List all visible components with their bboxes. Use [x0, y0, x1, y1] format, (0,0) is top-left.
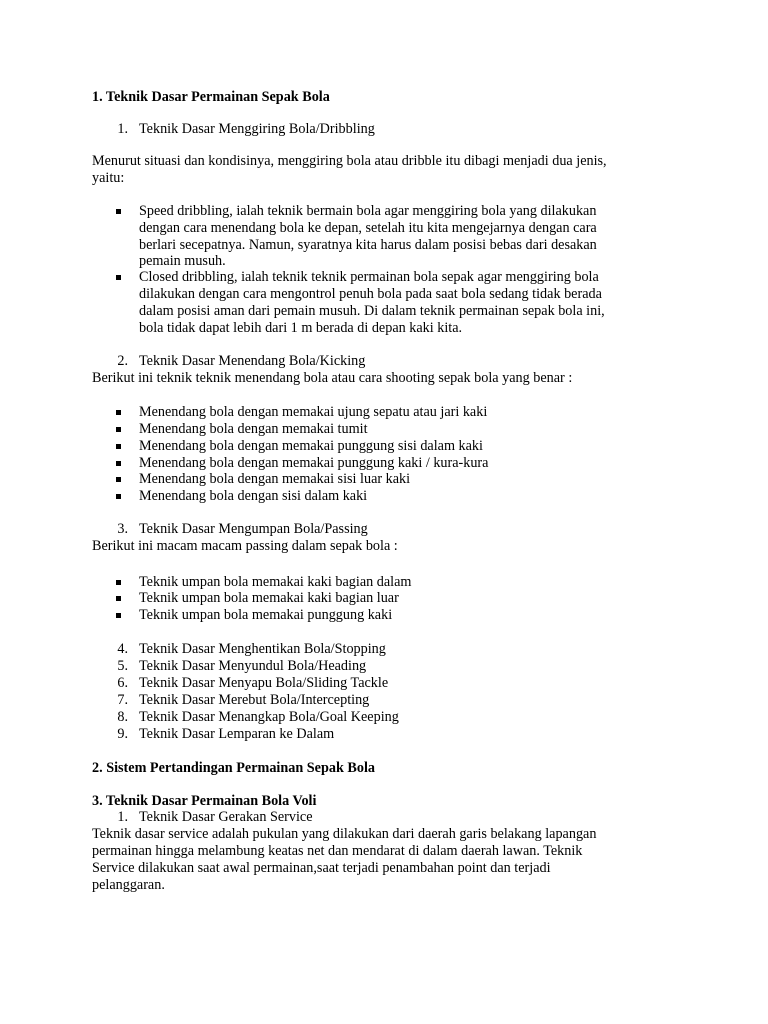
bullet-line: Teknik umpan bola memakai kaki bagian luar: [139, 590, 399, 606]
subsection-title: Teknik Dasar Menendang Bola/Kicking: [139, 353, 366, 369]
list-number: 9.: [117, 726, 128, 742]
subsection-title: Teknik Dasar Gerakan Service: [139, 809, 313, 825]
subsection-title: Teknik Dasar Menggiring Bola/Dribbling: [139, 121, 375, 137]
subsection-title: Teknik Dasar Menghentikan Bola/Stopping: [139, 641, 386, 657]
section-1-heading: 1. Teknik Dasar Permainan Sepak Bola: [92, 89, 330, 105]
section-2-heading: 2. Sistem Pertandingan Permainan Sepak Bola: [92, 760, 375, 776]
list-number: 2.: [117, 353, 128, 369]
bullet-line: dengan cara menendang bola ke depan, setelah itu kita mengejarnya dengan cara: [139, 220, 597, 236]
bullet-marker: [116, 427, 121, 432]
subsection-title: Teknik Dasar Mengumpan Bola/Passing: [139, 521, 368, 537]
bullet-line: Menendang bola dengan memakai ujung sepatu atau jari kaki: [139, 404, 488, 420]
bullet-line: berlari secepatnya. Namun, syaratnya kita harus dalam posisi bebas dari desakan: [139, 237, 597, 253]
paragraph-line: Service dilakukan saat awal permainan,saat terjadi penambahan point dan terjadi: [92, 860, 551, 876]
bullet-line: bola tidak dapat lebih dari 1 m berada di depan kaki kita.: [139, 320, 463, 336]
paragraph-line: yaitu:: [92, 170, 125, 186]
paragraph-line: Berikut ini teknik teknik menendang bola atau cara shooting sepak bola yang benar :: [92, 370, 573, 386]
bullet-line: Menendang bola dengan memakai sisi luar kaki: [139, 471, 411, 487]
bullet-line: Teknik umpan bola memakai punggung kaki: [139, 607, 393, 623]
list-number: 3.: [117, 521, 128, 537]
section-3-heading: 3. Teknik Dasar Permainan Bola Voli: [92, 793, 317, 809]
paragraph-line: Teknik dasar service adalah pukulan yang dilakukan dari daerah garis belakang lapangan: [92, 826, 597, 842]
list-number: 8.: [117, 709, 128, 725]
bullet-line: dilakukan dengan cara mengontrol penuh bola pada saat bola sedang tidak berada: [139, 286, 602, 302]
bullet-line: Speed dribbling, ialah teknik bermain bola agar menggiring bola yang dilakukan: [139, 203, 597, 219]
bullet-marker: [116, 410, 121, 415]
paragraph-line: Menurut situasi dan kondisinya, menggiring bola atau dribble itu dibagi menjadi dua jenis,: [92, 153, 607, 169]
list-number: 5.: [117, 658, 128, 674]
bullet-line: Menendang bola dengan memakai punggung sisi dalam kaki: [139, 438, 483, 454]
list-number: 7.: [117, 692, 128, 708]
paragraph-line: pelanggaran.: [92, 877, 165, 893]
bullet-marker: [116, 494, 121, 499]
bullet-marker: [116, 580, 121, 585]
subsection-title: Teknik Dasar Menangkap Bola/Goal Keeping: [139, 709, 399, 725]
list-number: 1.: [117, 809, 128, 825]
subsection-title: Teknik Dasar Menyundul Bola/Heading: [139, 658, 367, 674]
subsection-title: Teknik Dasar Merebut Bola/Intercepting: [139, 692, 370, 708]
paragraph-line: permainan hingga melambung keatas net dan mendarat di dalam daerah lawan. Teknik: [92, 843, 583, 859]
bullet-line: Menendang bola dengan memakai punggung kaki / kura-kura: [139, 455, 489, 471]
bullet-marker: [116, 596, 121, 601]
paragraph-line: Berikut ini macam macam passing dalam sepak bola :: [92, 538, 398, 554]
bullet-line: dalam posisi aman dari pemain musuh. Di dalam teknik permainan sepak bola ini,: [139, 303, 605, 319]
bullet-line: Menendang bola dengan memakai tumit: [139, 421, 368, 437]
bullet-marker: [116, 209, 121, 214]
bullet-line: Teknik umpan bola memakai kaki bagian dalam: [139, 574, 412, 590]
bullet-line: Closed dribbling, ialah teknik teknik permainan bola sepak agar menggiring bola: [139, 269, 599, 285]
subsection-title: Teknik Dasar Lemparan ke Dalam: [139, 726, 335, 742]
bullet-line: pemain musuh.: [139, 253, 226, 269]
list-number: 1.: [117, 121, 128, 137]
list-number: 6.: [117, 675, 128, 691]
bullet-marker: [116, 477, 121, 482]
bullet-marker: [116, 275, 121, 280]
bullet-marker: [116, 461, 121, 466]
bullet-line: Menendang bola dengan sisi dalam kaki: [139, 488, 368, 504]
subsection-title: Teknik Dasar Menyapu Bola/Sliding Tackle: [139, 675, 389, 691]
bullet-marker: [116, 613, 121, 618]
bullet-marker: [116, 444, 121, 449]
list-number: 4.: [117, 641, 128, 657]
